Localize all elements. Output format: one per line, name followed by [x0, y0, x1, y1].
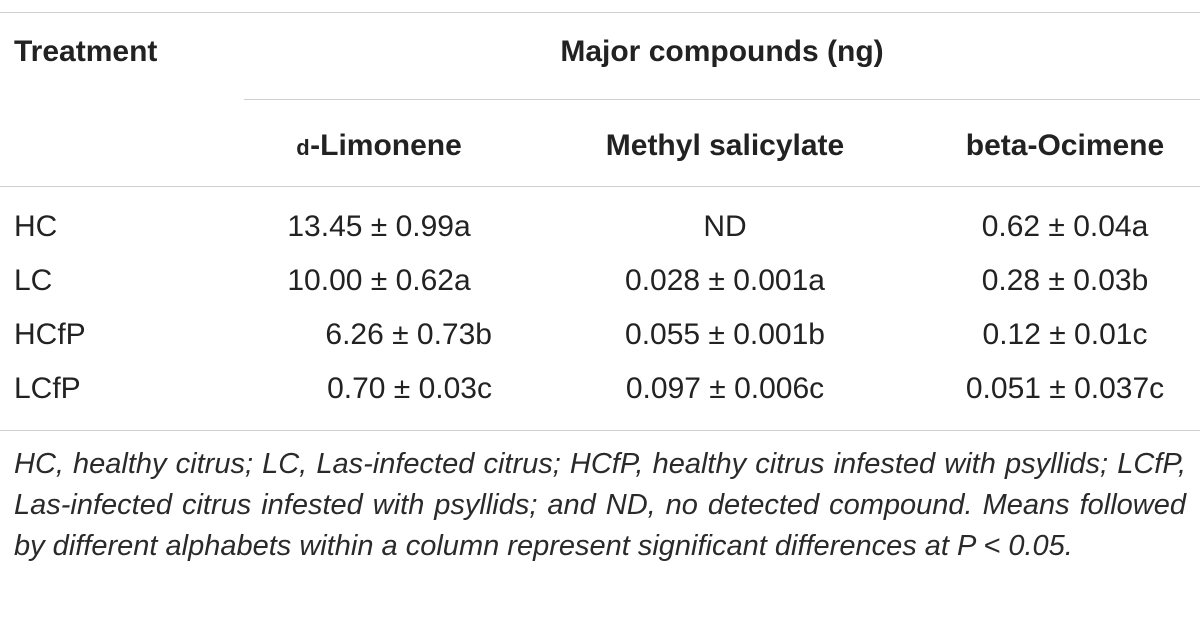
cell-methyl-salicylate: 0.028 ± 0.001a	[625, 264, 825, 297]
body-bottom-rule	[0, 430, 1200, 431]
row-treatment: LC	[14, 264, 53, 297]
header-treatment: Treatment	[14, 35, 158, 68]
cell-beta-ocimene: 0.12 ± 0.01c	[982, 318, 1148, 351]
row-treatment: HC	[14, 210, 58, 243]
cell-beta-ocimene: 0.28 ± 0.03b	[981, 264, 1149, 297]
header-bottom-rule	[0, 186, 1200, 187]
row-treatment: HCfP	[14, 318, 86, 351]
cell-limonene: 0.70 ± 0.03c	[327, 372, 492, 405]
cell-methyl-salicylate: 0.055 ± 0.001b	[625, 318, 825, 351]
header-limonene-prefix: d	[296, 135, 311, 160]
cell-limonene: 13.45 ± 0.99a	[287, 210, 471, 243]
cell-methyl-salicylate: ND	[703, 210, 747, 243]
header-major-compounds: Major compounds (ng)	[560, 35, 884, 68]
header-beta-ocimene: beta-Ocimene	[965, 129, 1165, 162]
group-header-rule	[244, 99, 1200, 100]
top-rule	[0, 12, 1200, 13]
cell-beta-ocimene: 0.62 ± 0.04a	[981, 210, 1149, 243]
table-footnote: HC, healthy citrus; LC, Las-infected citrus; HCfP, healthy citrus infested with psyllids; LCfP, Las-infected citrus infested with psyllids; and ND, no detected compound. Means followed by different alphabets within a column represent significant differences at P < 0.05.	[14, 448, 1186, 562]
cell-limonene: 6.26 ± 0.73b	[325, 318, 492, 351]
cell-methyl-salicylate: 0.097 ± 0.006c	[625, 372, 825, 405]
header-limonene	[244, 128, 514, 166]
cell-beta-ocimene: 0.051 ± 0.037c	[965, 372, 1165, 405]
header-limonene-name: -Limonene	[310, 129, 462, 162]
cell-limonene: 10.00 ± 0.62a	[287, 264, 471, 297]
header-methyl-salicylate: Methyl salicylate	[605, 129, 845, 162]
row-treatment: LCfP	[14, 372, 81, 405]
